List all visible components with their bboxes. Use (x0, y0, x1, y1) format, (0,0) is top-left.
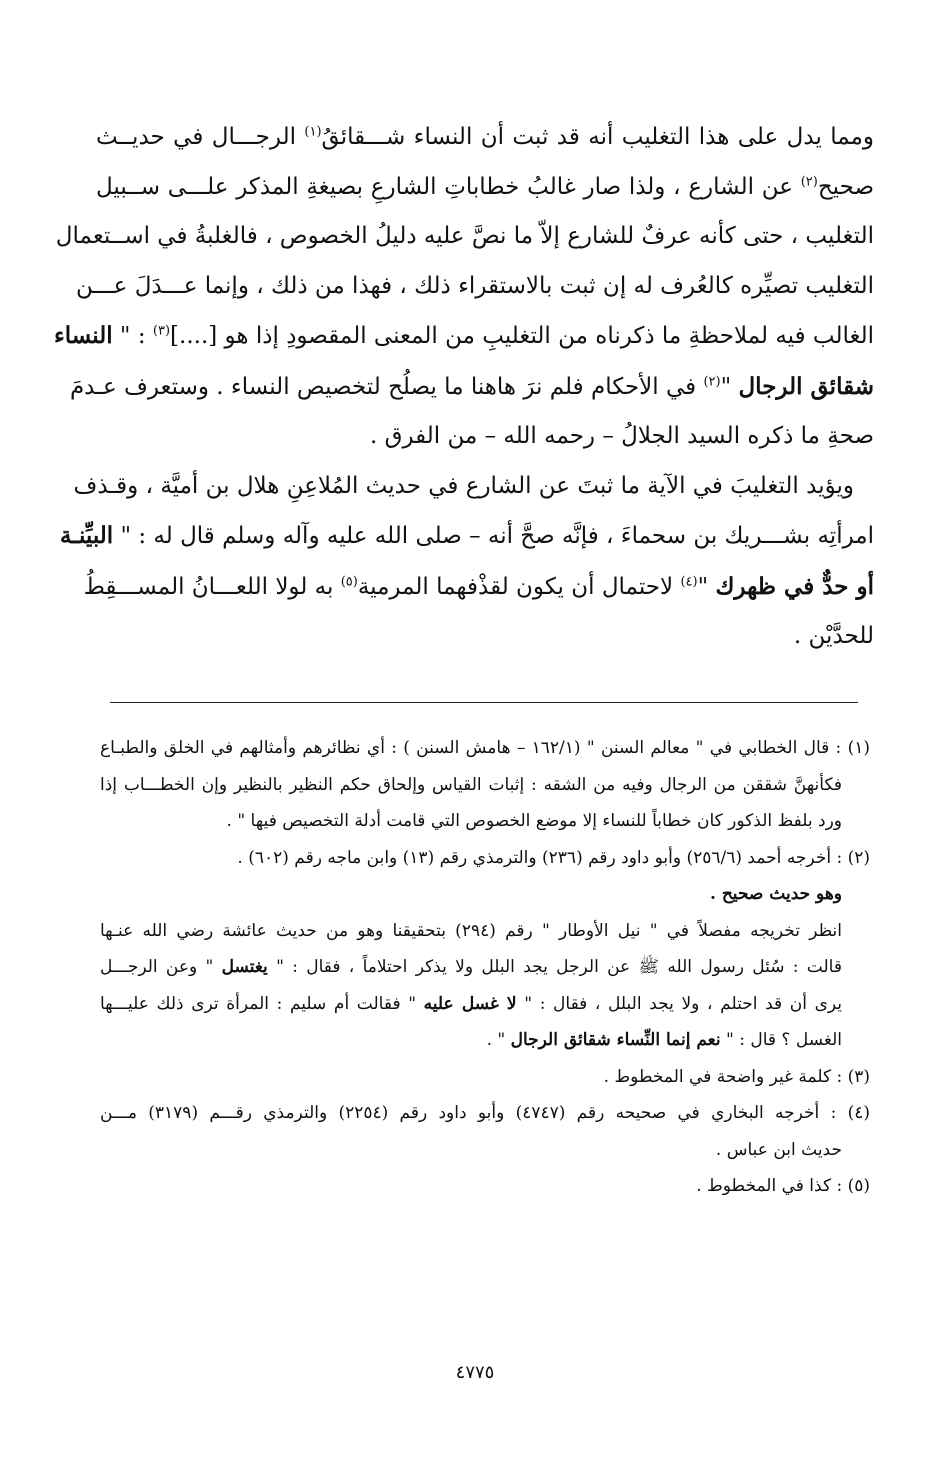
footnote-line: (٤) : أخرجه البخاري في صحيحه رقم (٤٧٤٧) وأبو داود رقم (٢٢٥٤) والترمذي رقـــم (٣١٧٩) مـــن (100, 1103, 870, 1123)
hadith-quote: شقائق الرجال (738, 372, 874, 400)
text-line: ويؤيد التغليبَ في الآية ما ثبتَ عن الشارع في حديث المُلاعِنِ هلال بن أميَّة ، وقـذف (73, 472, 854, 499)
footnote-line: (١) : قال الخطابي في " معالم السنن " (١٦٢/١ – هامش السنن ) : أي نظائرهم وأمثالهم في الخلق والطبـاع (100, 738, 870, 758)
footnote-line: فكأنهنَّ شققن من الرجال وفيه من الشقه : إثبات القياس وإلحاق حكم النظير بالنظير وإن الخطـــاب إذا (100, 774, 842, 795)
text-line: التغليب تصيِّره كالعُرف له إن ثبت بالاستقراء ذلك ، فهذا من ذلك ، وإنما عـــدَلَ عـــن (75, 272, 874, 299)
text-line: ومما يدل على هذا التغليب أنه قد ثبت أن النساء شـــقائقُ$^{(١)}$ الرجـــال في حديــث (96, 124, 874, 150)
text-line: صحةِ ما ذكره السيد الجلالُ – رحمه الله – من الفرق . (369, 423, 874, 449)
footnote-line: الغسل ؟ قال : " نعم إنما النِّساء شقائق الرجال " . (486, 1030, 842, 1050)
footnote-line: (٣) : كلمة غير واضحة في المخطوط . (603, 1066, 870, 1087)
footnote-ref: (٢) (800, 173, 818, 189)
footnote-ref: (٥) (340, 573, 358, 589)
footnote-line: وهو حديث صحيح . (710, 884, 842, 904)
footnote-line: انظر تخريجه مفصلاً في " نيل الأوطار " رقم (٢٩٤) بتحقيقنا وهو من حديث عائشة رضي الله عنـها (100, 920, 842, 941)
hadith-quote: النساء (53, 322, 113, 349)
footnote-line: يرى أن قد احتلم ، ولا يجد البلل ، فقال : " لا غسل عليه " فقالت أم سليم : المرأة ترى ذلك عليـــها (100, 993, 843, 1014)
text-line: أو حدٌّ في ظهرك "$^{(٤)}$ لاحتمال أن يكون لقذْفهما المرمية$^{(٥)}$ به لولا اللعـــانُ المســـقِطُ (83, 572, 874, 600)
main-text (53, 113, 874, 662)
footnote-ref: (٣) (152, 323, 171, 339)
page-number: ٤٧٧٥ (455, 1362, 495, 1383)
hadith-quote: البيِّنـة (59, 522, 114, 549)
text-line: امرأتِه بشـــريك بن سحماءَ ، فإنَّه صحَّ أنه – صلى الله عليه وآله وسلم قال له : " البيِّنـة (59, 522, 874, 549)
footnote-line: حديث ابن عباس . (715, 1139, 842, 1160)
footnote-line: ورد بلفظ الذكور كان خطاباً للنساء إلا موضع الخصوص التي قامت أدلة التخصيص فيها " . (226, 811, 842, 831)
footnote-line: (٢) : أخرجه أحمد (٢٥٦/٦) وأبو داود رقم (٢٣٦) والترمذي رقم (١٣) وابن ماجه رقم (٦٠٢) . (237, 847, 870, 868)
footnote-separator (110, 702, 858, 703)
footnote-ref: (٤) (680, 573, 698, 589)
text-line: شقائق الرجال "$^{(٢)}$ في الأحكام فلم نرَ هاهنا ما يصلُح لتخصيص النساء . وستعرف عـدمَ (69, 372, 874, 400)
footnote-line: (٥) : كذا في المخطوط . (696, 1176, 870, 1196)
footnote-line: قالت : سُئل رسول الله ﷺ عن الرجل يجد البلل ولا يذكر احتلاماً ، فقال : " يغتسل " وعن الرجـــل (100, 957, 842, 977)
hadith-quote: أو حدٌّ في ظهرك (715, 572, 874, 600)
footnote-ref: (١) (304, 124, 322, 140)
text-line: صحيح$^{(٢)}$ عن الشارع ، ولذا صار غالبُ خطاباتِ الشارعِ بصيغةِ المذكر علـــى ســبيل (96, 173, 874, 200)
text-line: للحدَّيْن . (793, 623, 874, 649)
text-line: الغالب فيه لملاحظةِ ما ذكرناه من التغليبِ من المعنى المقصودِ إذا هو [....]$^{(٣)}$ : " النساء (53, 322, 874, 349)
footnotes (100, 730, 870, 1205)
footnote-ref: (٢) (703, 373, 721, 389)
paragraph-1 (53, 113, 874, 462)
text-line: التغليب ، حتى كأنه عرفٌ للشارع إلاّ ما نصَّ عليه دليلُ الخصوص ، فالغلبةُ في اســتعمال (55, 223, 874, 249)
paragraph-2 (59, 462, 874, 662)
